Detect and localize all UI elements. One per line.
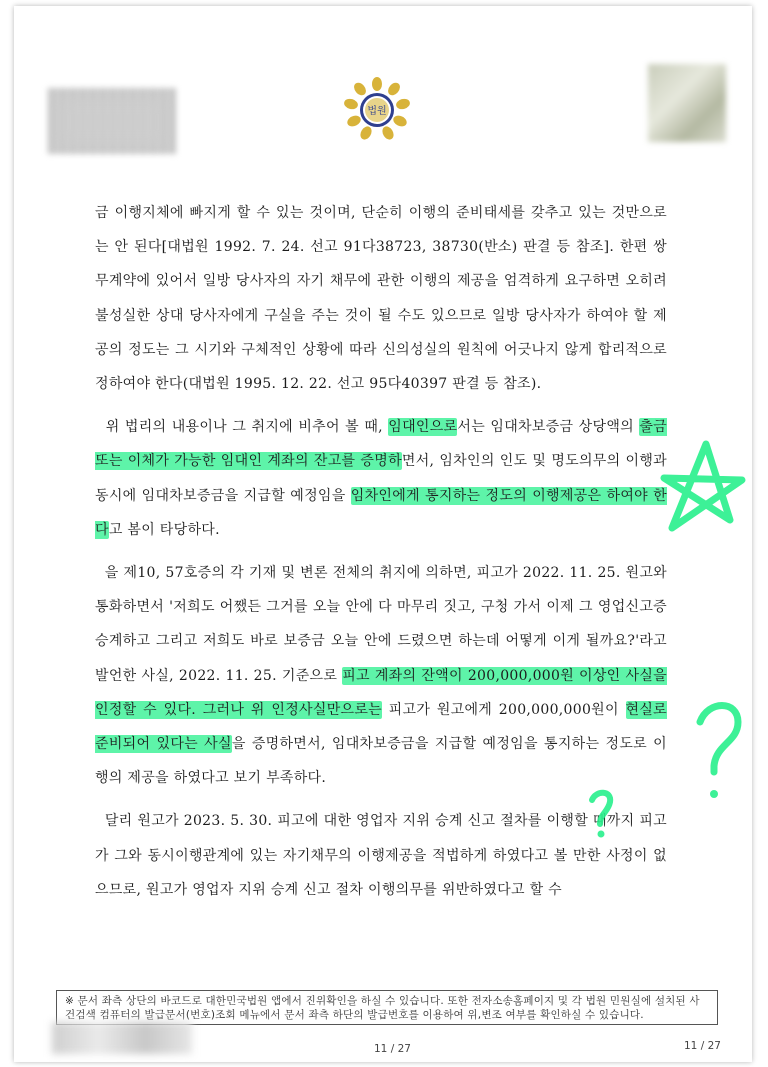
highlight-landlord: 임대인으로 <box>388 419 458 436</box>
qr-code-image <box>648 64 726 142</box>
paragraph-1: 금 이행지체에 빠지게 할 수 있는 것이며, 단순히 이행의 준비태세를 갖추고 있는 것만으로는 안 된다[대법원 1992. 7. 24. 선고 91다38723, 38730(반소) 판결 등 참조]. 한편 쌍무계약에 있어서 일방 당사자의 자기 채무에 관한 이행의 제공을 엄격하게 요구하면 오히려 불성실한 상대 당사자에게 구실을 주는 것이 될 수도 있으므로 일방 당사자가 하여야 할 제공의 정도는 그 시기와 구체적인 상황에 따라 신의성실의 원칙에 어긋나지 않게 합리적으로 정하여야 한다(대법원 1995. 12. 22. 선고 95다40397 판결 등 참조). <box>95 205 667 393</box>
highlight-account-balance: 피고 계좌의 잔액이 200,000,000원 이상인 사실을 인정할 수 있다. 그러나 위 인정사실만으로는 <box>95 667 667 718</box>
highlight-notice-duty: 임차인에게 통지하는 정도의 이행제공은 하여야 한다 <box>95 487 667 538</box>
court-emblem-icon <box>340 76 414 142</box>
emblem-label: 법원 <box>367 106 387 117</box>
paragraph-3-text: 을 제10, 57호증의 각 기재 및 변론 전체의 취지에 의하면, 피고가 2022. 11. 25. 원고와 통화하면서 '저희도 어쨌든 그거를 오늘 안에 다 마무리 짓고, 구청 가서 이제 그 영업신고증 승계하고 그리고 저희도 바로 보증금 오늘 안에 드렸으면 하는데 어떻게 이게 될까요?'라고 발언한 사실, 2022. 11. 25. 기준으로 <box>95 565 667 684</box>
highlight-actually-prepared: 현실로 준비되어 있다는 사실 <box>95 701 667 753</box>
highlight-balance-proof: 출금 또는 이체가 가능한 임대인 계좌의 잔고를 증명하 <box>95 419 667 470</box>
paragraph-2 <box>95 410 667 547</box>
paragraph-3 <box>95 556 667 795</box>
issue-number-blurred <box>52 1022 192 1054</box>
judgment-body <box>95 196 667 907</box>
paragraph-2-text: 고 봄이 타당하다. <box>108 521 220 538</box>
paragraph-2-text: 면서, 임차인의 인도 및 명도의무의 이행과 동시에 임대차보증금을 지급할 예정임을 <box>95 453 667 504</box>
paragraph-3-text: 을 증명하면서, 임대차보증금을 지급할 예정임을 통지하는 정도로 이행의 제공을 하였다고 보기 부족하다. <box>95 736 667 787</box>
verification-notice: ※ 문서 좌측 상단의 바코드로 대한민국법원 앱에서 진위확인을 하실 수 있습니다. 또한 전자소송홈페이지 및 각 법원 민원실에 설치된 사건검색 컴퓨터의 발급문서(번호)조회 메뉴에서 문서 좌측 하단의 발급번호를 이용하여 위,변조 여부를 확인하실 수 있습니다. <box>56 990 718 1025</box>
page-number-right: 11 / 27 <box>684 1040 721 1052</box>
paragraph-3-text: 피고가 원고에게 200,000,000원이 <box>382 701 626 718</box>
paragraph-2-text: 위 법리의 내용이나 그 취지에 비추어 볼 때, <box>105 419 389 436</box>
page-number-center: 11 / 27 <box>374 1043 411 1055</box>
paragraph-4-text: 달리 원고가 2023. 5. 30. 피고에 대한 영업자 지위 승계 신고 절차를 이행할 때까지 피고가 그와 동시이행관계에 있는 자기채무의 이행제공을 적법하게 하였다고 볼 만한 사정이 없으므로, 원고가 영업자 지위 승계 신고 절차 이행의무를 위반하였다고 할 수 <box>95 813 667 898</box>
barcode-blur-overlay <box>62 100 162 144</box>
paragraph-4 <box>95 804 667 907</box>
paragraph-2-text: 서는 임대차보증금 상당액의 <box>457 419 640 436</box>
